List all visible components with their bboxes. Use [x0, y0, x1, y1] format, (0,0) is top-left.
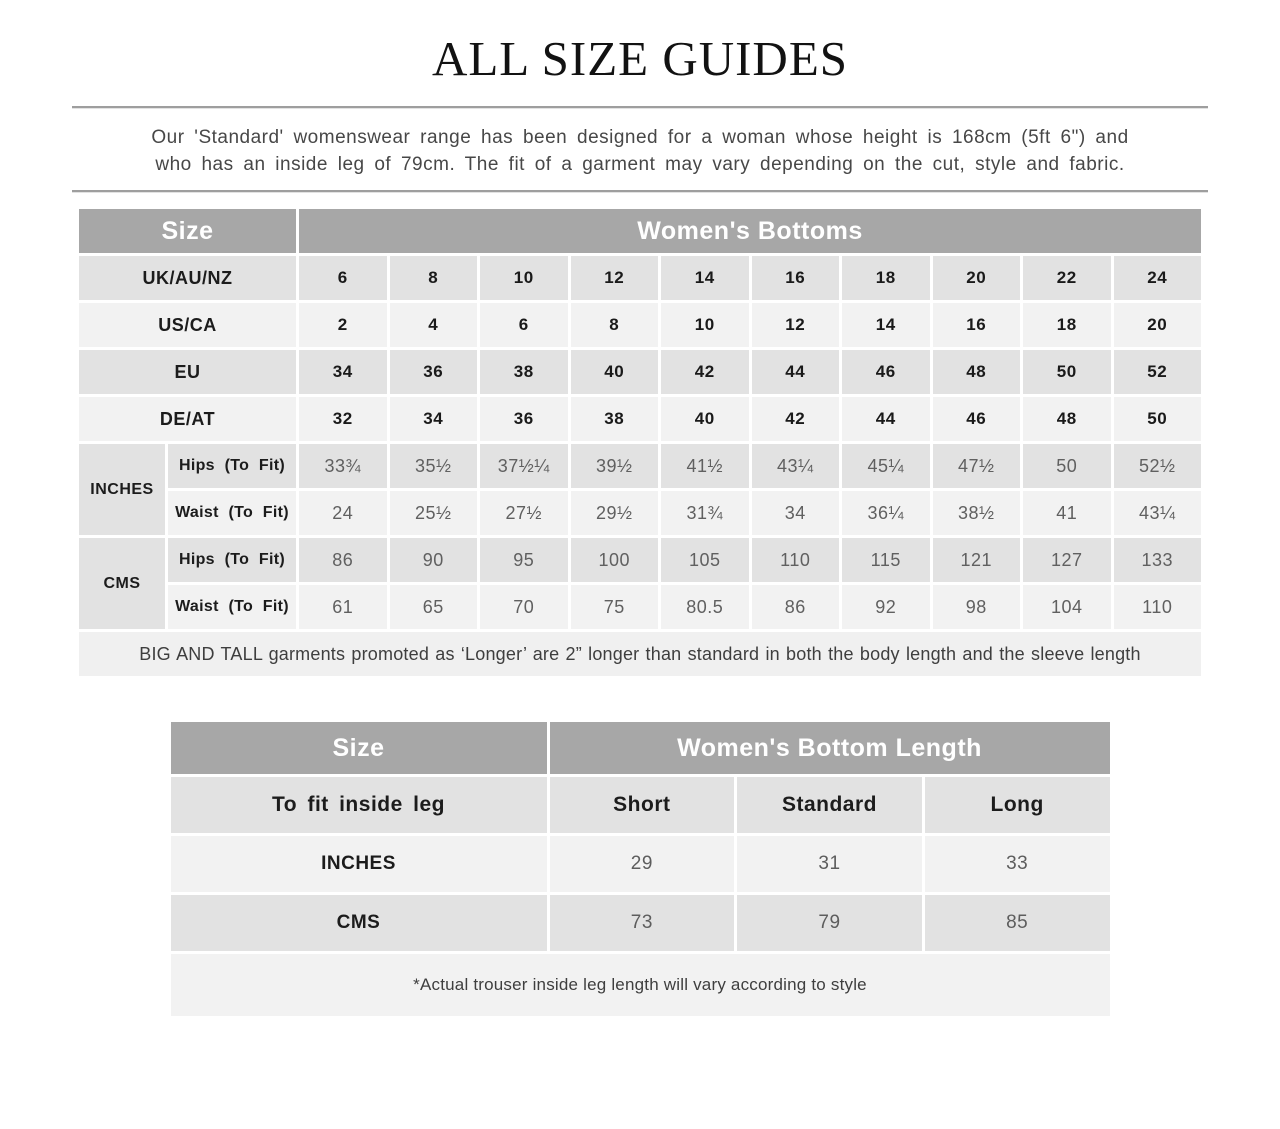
size-value: 52	[1114, 350, 1202, 394]
size-value: 24	[1114, 256, 1202, 300]
unit-label-cms: CMS	[79, 538, 165, 629]
measurement-value: 70	[480, 585, 568, 629]
measurement-value: 100	[571, 538, 659, 582]
measurement-value: 75	[571, 585, 659, 629]
table-row-eu	[79, 350, 1201, 394]
size-value: 42	[661, 350, 749, 394]
size-value: 46	[933, 397, 1021, 441]
size-value: 20	[1114, 303, 1202, 347]
size-value: 20	[933, 256, 1021, 300]
table-row-us-ca	[79, 303, 1201, 347]
length-value: 79	[737, 895, 922, 951]
table-header-row	[171, 722, 1110, 774]
length-value: 73	[550, 895, 735, 951]
size-value: 48	[933, 350, 1021, 394]
measurement-value: 27½	[480, 491, 568, 535]
row-label: DE/AT	[79, 397, 296, 441]
table-row-uk-au-nz	[79, 256, 1201, 300]
size-value: 16	[752, 256, 840, 300]
divider-top	[72, 106, 1208, 108]
table-row-inches-hips	[79, 444, 1201, 488]
size-value: 50	[1023, 350, 1111, 394]
measurement-value: 86	[752, 585, 840, 629]
measurement-value: 95	[480, 538, 568, 582]
size-column-header: Size	[79, 209, 296, 253]
measurement-value: 65	[390, 585, 478, 629]
column-header-standard: Standard	[737, 777, 922, 833]
size-value: 8	[390, 256, 478, 300]
measurement-value: 105	[661, 538, 749, 582]
size-value: 14	[661, 256, 749, 300]
measurement-value: 45¼	[842, 444, 930, 488]
row-label: US/CA	[79, 303, 296, 347]
row-label: To fit inside leg	[171, 777, 547, 833]
measurement-value: 43¼	[752, 444, 840, 488]
measurement-value: 36¼	[842, 491, 930, 535]
measurement-value: 90	[390, 538, 478, 582]
size-value: 34	[390, 397, 478, 441]
intro-line-2: who has an inside leg of 79cm. The fit of a garment may vary depending on the cut, style and fabric.	[155, 154, 1125, 175]
size-value: 8	[571, 303, 659, 347]
size-value: 44	[842, 397, 930, 441]
size-value: 10	[661, 303, 749, 347]
measurement-value: 34	[752, 491, 840, 535]
measurement-value: 92	[842, 585, 930, 629]
size-value: 6	[480, 303, 568, 347]
row-label: Waist (To Fit)	[168, 585, 296, 629]
size-value: 16	[933, 303, 1021, 347]
measurement-value: 33¾	[299, 444, 387, 488]
length-value: 33	[925, 836, 1110, 892]
size-value: 18	[842, 256, 930, 300]
size-value: 4	[390, 303, 478, 347]
measurement-value: 38½	[933, 491, 1021, 535]
unit-label-inches: INCHES	[79, 444, 165, 535]
big-and-tall-footnote: BIG AND TALL garments promoted as ‘Longer’ are 2” longer than standard in both the body length and the sleeve length	[79, 632, 1201, 676]
divider-bottom	[72, 190, 1208, 192]
size-value: 50	[1114, 397, 1202, 441]
measurement-value: 121	[933, 538, 1021, 582]
size-value: 10	[480, 256, 568, 300]
size-value: 40	[571, 350, 659, 394]
row-label: CMS	[171, 895, 547, 951]
length-value: 31	[737, 836, 922, 892]
table-row-fit-inside-leg	[171, 777, 1110, 833]
intro-text	[110, 124, 1170, 178]
size-value: 14	[842, 303, 930, 347]
table-row-de-at	[79, 397, 1201, 441]
measurement-value: 37½¼	[480, 444, 568, 488]
measurement-value: 104	[1023, 585, 1111, 629]
measurement-value: 110	[1114, 585, 1202, 629]
table-row-cms-waist	[79, 585, 1201, 629]
measurement-value: 61	[299, 585, 387, 629]
size-value: 12	[571, 256, 659, 300]
size-value: 2	[299, 303, 387, 347]
measurement-value: 98	[933, 585, 1021, 629]
measurement-value: 41½	[661, 444, 749, 488]
length-value: 29	[550, 836, 735, 892]
bottoms-table-title: Women's Bottoms	[299, 209, 1201, 253]
row-label: INCHES	[171, 836, 547, 892]
table-row-cms-hips	[79, 538, 1201, 582]
size-value: 40	[661, 397, 749, 441]
size-value: 48	[1023, 397, 1111, 441]
column-header-short: Short	[550, 777, 735, 833]
size-guide-page	[72, 31, 1208, 1019]
measurement-value: 31¾	[661, 491, 749, 535]
measurement-value: 43¼	[1114, 491, 1202, 535]
size-value: 34	[299, 350, 387, 394]
row-label: Waist (To Fit)	[168, 491, 296, 535]
table-header-row	[79, 209, 1201, 253]
size-value: 18	[1023, 303, 1111, 347]
row-label: EU	[79, 350, 296, 394]
measurement-value: 86	[299, 538, 387, 582]
size-value: 6	[299, 256, 387, 300]
measurement-value: 52½	[1114, 444, 1202, 488]
size-value: 32	[299, 397, 387, 441]
size-value: 22	[1023, 256, 1111, 300]
size-column-header: Size	[171, 722, 547, 774]
measurement-value: 50	[1023, 444, 1111, 488]
size-value: 12	[752, 303, 840, 347]
table-row-inches-waist	[79, 491, 1201, 535]
trouser-length-footnote: *Actual trouser inside leg length will vary according to style	[171, 954, 1110, 1016]
measurement-value: 127	[1023, 538, 1111, 582]
size-value: 36	[390, 350, 478, 394]
size-value: 36	[480, 397, 568, 441]
womens-bottom-length-table	[168, 719, 1113, 1019]
table-row-inches	[171, 836, 1110, 892]
page-title: ALL SIZE GUIDES	[431, 31, 849, 86]
measurement-value: 133	[1114, 538, 1202, 582]
intro-line-1: Our 'Standard' womenswear range has been designed for a woman whose height is 168cm (5ft 6") and	[151, 127, 1129, 148]
measurement-value: 110	[752, 538, 840, 582]
column-header-long: Long	[925, 777, 1110, 833]
womens-bottoms-table	[76, 206, 1204, 679]
size-value: 38	[480, 350, 568, 394]
table-footnote-row	[79, 632, 1201, 676]
measurement-value: 41	[1023, 491, 1111, 535]
measurement-value: 35½	[390, 444, 478, 488]
size-value: 38	[571, 397, 659, 441]
measurement-value: 24	[299, 491, 387, 535]
measurement-value: 39½	[571, 444, 659, 488]
measurement-value: 80.5	[661, 585, 749, 629]
table-footnote-row	[171, 954, 1110, 1016]
row-label: Hips (To Fit)	[168, 538, 296, 582]
row-label: UK/AU/NZ	[79, 256, 296, 300]
length-value: 85	[925, 895, 1110, 951]
size-value: 44	[752, 350, 840, 394]
measurement-value: 25½	[390, 491, 478, 535]
measurement-value: 47½	[933, 444, 1021, 488]
length-table-title: Women's Bottom Length	[550, 722, 1110, 774]
size-value: 42	[752, 397, 840, 441]
row-label: Hips (To Fit)	[168, 444, 296, 488]
table-row-cms	[171, 895, 1110, 951]
measurement-value: 115	[842, 538, 930, 582]
size-value: 46	[842, 350, 930, 394]
measurement-value: 29½	[571, 491, 659, 535]
